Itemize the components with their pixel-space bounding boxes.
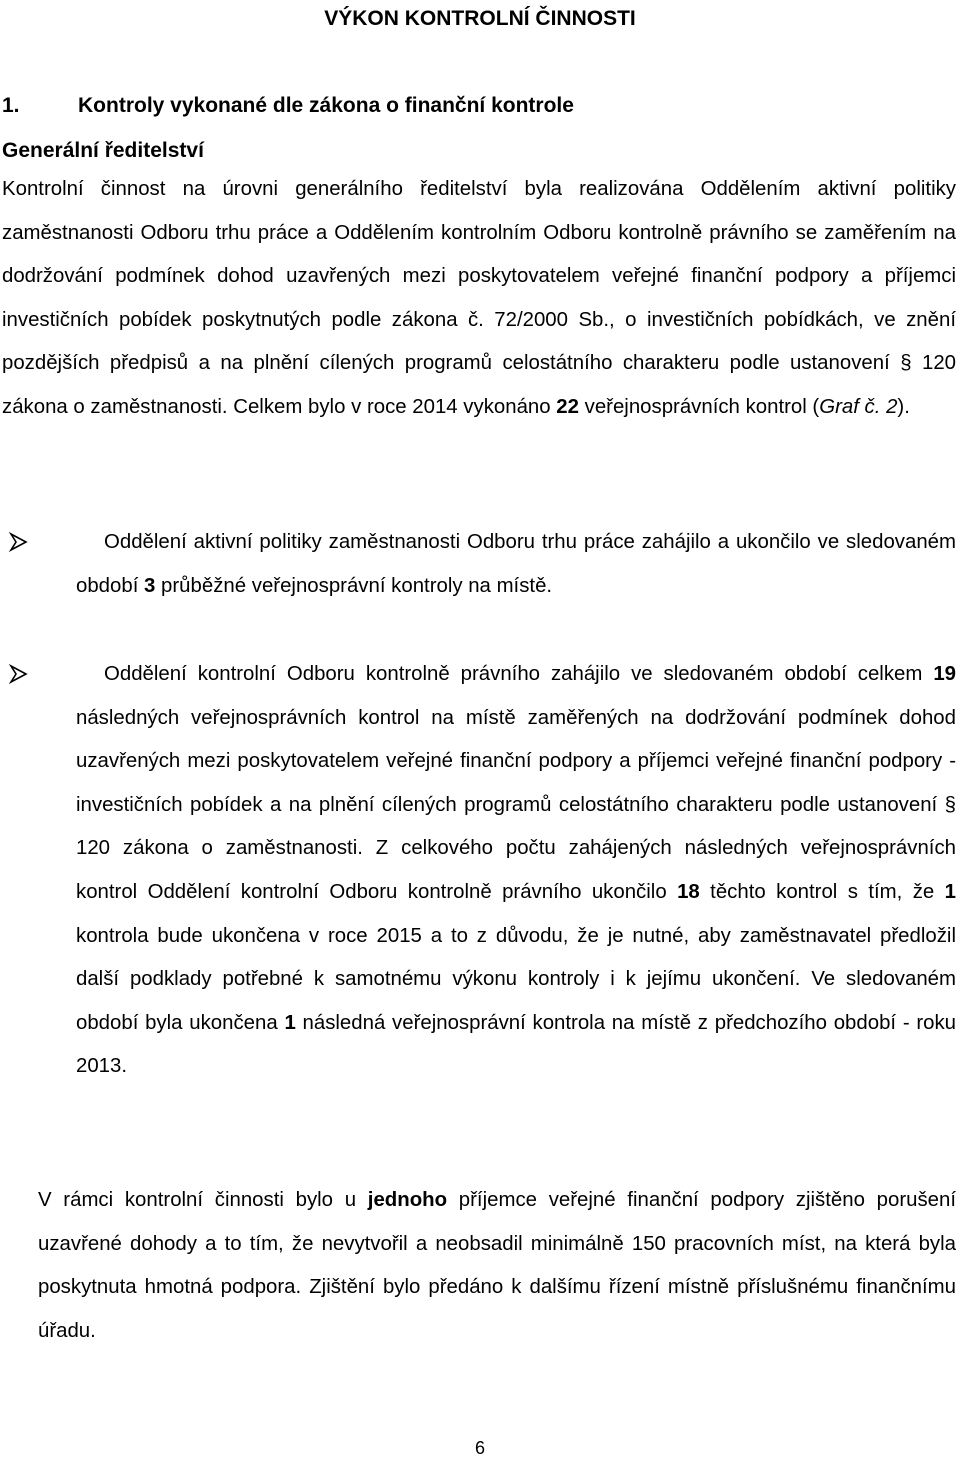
bullet-2-text-1: Oddělení kontrolní Odboru kontrolně právního zahájilo ve sledovaném období celkem xyxy=(104,663,934,685)
bullet-2-started-count: 19 xyxy=(933,663,956,685)
arrowhead-bullet-icon xyxy=(8,653,30,697)
bullet-1-text xyxy=(76,521,956,608)
bullet-2-text xyxy=(76,653,956,1089)
intro-text-3: veřejnosprávních kontrol ( xyxy=(578,395,820,418)
arrowhead-bullet-icon xyxy=(8,521,30,565)
bullet-1-text-1: Oddělení aktivní politiky zaměstnanosti Odboru trhu práce zahájilo a ukončilo ve sledovaném období xyxy=(76,531,956,597)
intro-text-4: ). xyxy=(897,395,910,418)
page-number: 6 xyxy=(474,1438,485,1458)
bullet-1-count: 3 xyxy=(144,574,156,597)
section-sign: § xyxy=(944,793,956,816)
subheading: Generální ředitelství xyxy=(2,139,204,162)
intro-text-1: Kontrolní činnost na úrovni generálního ředitelství byla realizována Oddělením aktivní politiky zaměstnanosti Odboru trhu práce a Oddělením kontrolním Odboru kontrolně právního se zaměřením na dodržování podmínek dohod uzavřených mezi poskytovatelem veřejné finanční podpory a příjemci investičních pobídek poskytnutých podle zákona č. 72/2000 Sb., o investičních pobídkách, ve znění pozdějších předpisů a na plnění cílených programů celostátního charakteru podle ustanovení xyxy=(2,178,956,375)
bullet-2-previous-count: 1 xyxy=(284,1011,296,1034)
closing-bold-word: jednoho xyxy=(367,1189,448,1211)
bullet-2-text-2: následných veřejnosprávních kontrol na místě zaměřených na dodržování podmínek dohod uzavřených mezi poskytovatelem veřejné finanční podpory a příjemci veřejné finanční podpory - investičních pobídek a na plnění cílených programů celostátního charakteru podle ustanovení xyxy=(76,706,956,816)
bullet-2-finished-count: 18 xyxy=(677,880,700,903)
document-title: VÝKON KONTROLNÍ ČINNOSTI xyxy=(324,7,636,30)
graph-reference: Graf č. 2 xyxy=(819,395,898,418)
bullet-2-text-5: kontrola bude ukončena v roce 2015 a to z důvodu, že je nutné, aby zaměstnavatel předložil další podklady potřebné k samotnému výkonu kontroly i k jejímu ukončení. Ve sledovaném období byla ukončena xyxy=(76,924,956,1034)
section-title: Kontroly vykonané dle zákona o finanční kontrole xyxy=(78,94,574,117)
intro-text-2: 120 zákona o zaměstnanosti. Celkem bylo v roce 2014 vykonáno xyxy=(2,352,956,418)
section-number: 1. xyxy=(2,94,20,117)
closing-paragraph xyxy=(38,1179,956,1353)
closing-text-1: V rámci kontrolní činnosti bylo u xyxy=(38,1189,368,1211)
bullet-2-text-4: těchto kontrol s tím, že xyxy=(699,880,945,903)
bullet-2-pending-count: 1 xyxy=(944,880,957,903)
section-sign: § xyxy=(900,352,912,375)
closing-text-2: příjemce veřejné finanční podpory zjištěno porušení uzavřené dohody a to tím, že nevytvořil a neobsadil minimálně 150 pracovních míst, na která byla poskytnuta hmotná podpora. Zjištění bylo předáno k dalšímu řízení místně příslušnému finančnímu úřadu. xyxy=(38,1189,957,1342)
intro-paragraph xyxy=(2,168,956,430)
bullet-2-text-3: 120 zákona o zaměstnanosti. Z celkového počtu zahájených následných veřejnosprávních kontrol Oddělení kontrolní Odboru kontrolně právního ukončilo xyxy=(76,837,956,903)
bullet-2-text-6: následná veřejnosprávní kontrola na místě z předchozího období - roku 2013. xyxy=(76,1011,957,1078)
section-heading xyxy=(2,91,574,121)
bullet-1-text-2: průběžné veřejnosprávní kontroly na místě. xyxy=(155,574,553,597)
total-controls-count: 22 xyxy=(556,395,579,418)
